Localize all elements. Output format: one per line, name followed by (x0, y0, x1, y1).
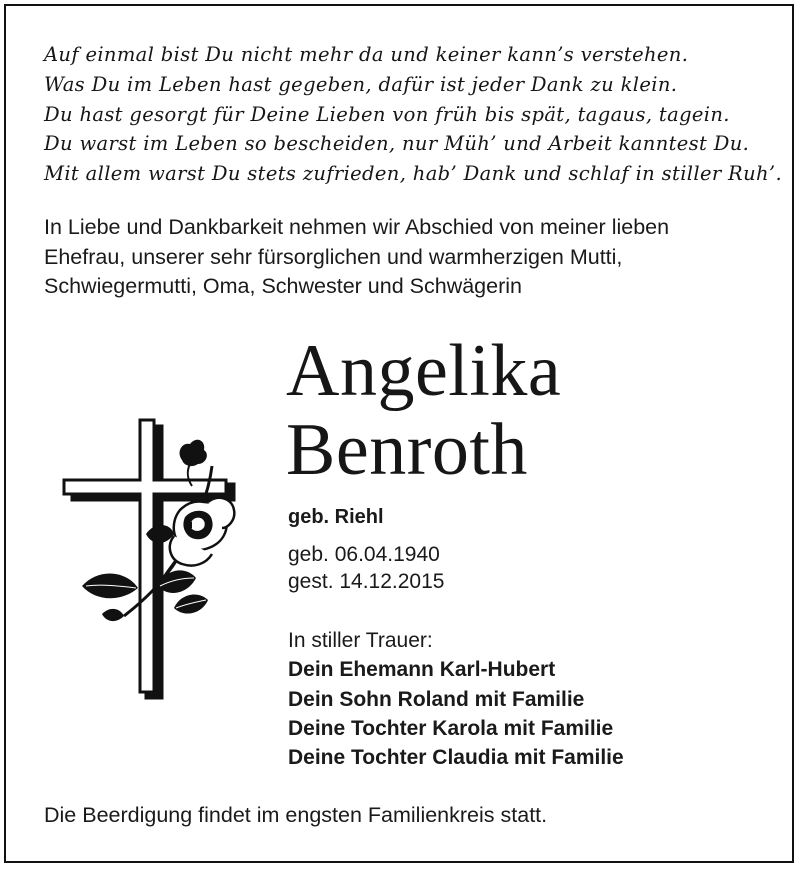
birth-date: geb. 06.04.1940 (288, 543, 440, 566)
mourners-heading: In stiller Trauer: (288, 629, 433, 652)
poem (44, 40, 784, 189)
intro-line: Ehefrau, unserer sehr fürsorglichen und warmherzigen Mutti, (44, 244, 623, 269)
mourner-name: Dein Sohn Roland mit Familie (288, 687, 585, 711)
mourner-name: Dein Ehemann Karl-Hubert (288, 658, 556, 682)
life-dates (288, 541, 444, 595)
poem-line: Mit allem warst Du stets zufrieden, hab’ Dank und schlaf in stiller Ruh’. (44, 162, 783, 186)
first-name: Angelika (286, 330, 562, 412)
death-date: gest. 14.12.2015 (288, 570, 445, 593)
intro-line: In Liebe und Dankbarkeit nehmen wir Abschied von meiner lieben (44, 215, 670, 239)
intro-text (44, 213, 774, 302)
funeral-note: Die Beerdigung findet im engsten Familienkreis statt. (44, 803, 548, 827)
poem-line: Auf einmal bist Du nicht mehr da und keiner kann’s verstehen. (44, 43, 689, 66)
poem-line: Du hast gesorgt für Deine Lieben von früh bis spät, tagaus, tagein. (44, 102, 730, 126)
maiden-name: geb. Riehl (288, 506, 384, 528)
deceased-name (286, 332, 561, 490)
mourners (288, 626, 624, 772)
poem-line: Was Du im Leben hast gegeben, dafür ist jeder Dank zu klein. (44, 72, 678, 96)
mourner-name: Deine Tochter Claudia mit Familie (288, 746, 624, 770)
mourner-name: Deine Tochter Karola mit Familie (288, 716, 614, 740)
cross-with-rose-icon (62, 418, 272, 700)
intro-line: Schwiegermutti, Oma, Schwester und Schwägerin (44, 274, 522, 298)
last-name: Benroth (286, 409, 528, 491)
poem-line: Du warst im Leben so bescheiden, nur Müh’ und Arbeit kanntest Du. (44, 132, 750, 156)
